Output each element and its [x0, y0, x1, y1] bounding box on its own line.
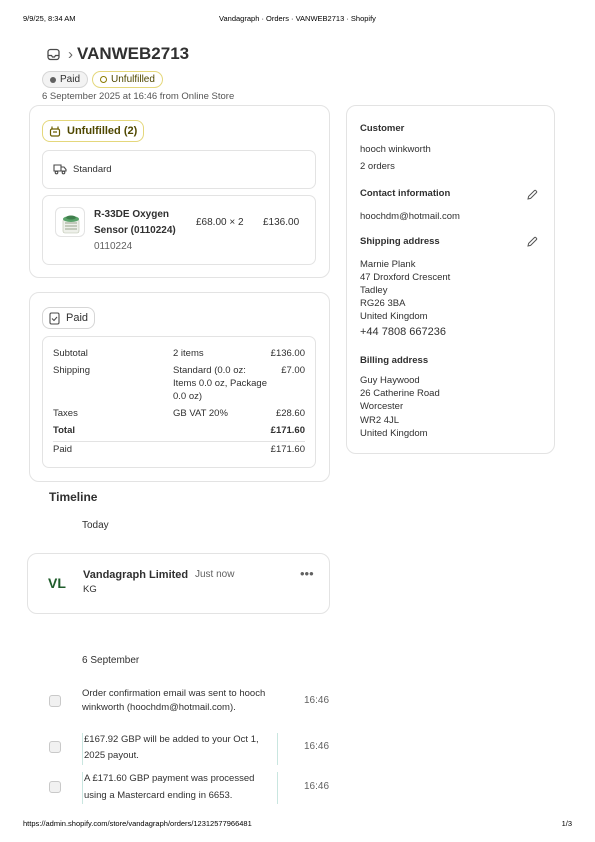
paid-badge-label: Paid: [60, 74, 81, 85]
customer-heading: Customer: [360, 123, 405, 134]
comment-avatar: VL: [48, 575, 66, 591]
comment-more-icon[interactable]: •••: [300, 566, 314, 581]
taxes-row: [53, 408, 305, 425]
paid-dot-icon: [50, 77, 56, 83]
order-title-bar: [47, 44, 189, 64]
unfulfilled-badge-label: Unfulfilled: [111, 74, 155, 85]
shipping-address-line: RG26 3BA: [360, 298, 406, 309]
shipping-address-line: 47 Droxford Crescent: [360, 272, 451, 283]
paid-row: [53, 442, 305, 459]
timeline-event-divider: [277, 772, 278, 804]
unfulfilled-badge: [92, 71, 163, 88]
paid-label: Paid: [53, 444, 73, 455]
shipping-method-label: Standard: [73, 164, 112, 175]
timeline-event-time: 16:46: [304, 741, 330, 752]
subtotal-label: Subtotal: [53, 348, 88, 359]
billing-address-heading: Billing address: [360, 355, 429, 366]
timeline-comment-card: [27, 553, 330, 614]
customer-email-link[interactable]: hoochdm@hotmail.com: [360, 211, 460, 222]
timeline-event-time: 16:46: [304, 781, 330, 792]
timeline-event-checkbox[interactable]: [49, 695, 61, 707]
order-subtitle: 6 September 2025 at 16:46 from Online Store: [42, 91, 235, 102]
print-page-number: 1/3: [561, 819, 572, 828]
timeline-date-label: 6 September: [82, 655, 140, 666]
timeline-title: Timeline: [49, 490, 98, 504]
billing-address-line: Guy Haywood: [360, 375, 420, 386]
edit-contact-pencil-icon[interactable]: [526, 189, 538, 201]
total-row: [53, 425, 305, 442]
timeline-event-checkbox[interactable]: [49, 741, 61, 753]
product-sku: 0110224: [94, 241, 133, 252]
shipping-label: Shipping: [53, 365, 90, 376]
paid-badge: [42, 71, 88, 88]
shipping-address-line: United Kingdom: [360, 311, 428, 322]
paid-status-button[interactable]: [42, 307, 95, 329]
print-url: https://admin.shopify.com/store/vandagraph/orders/12312577966481: [23, 819, 252, 828]
order-number: VANWEB2713: [77, 44, 190, 63]
subtotal-detail: 2 items: [173, 348, 204, 359]
shipping-address-line: Tadley: [360, 285, 388, 296]
unfulfilled-ring-icon: [100, 76, 107, 83]
customer-name-link[interactable]: hooch winkworth: [360, 144, 431, 155]
product-unit-price: £68.00 × 2: [196, 217, 244, 228]
unfulfilled-box-icon: [49, 125, 61, 137]
timeline-event-checkbox[interactable]: [49, 781, 61, 793]
shipping-address-heading: Shipping address: [360, 236, 440, 247]
product-thumbnail[interactable]: [55, 207, 85, 237]
paid-amount: £171.60: [270, 444, 305, 455]
edit-shipping-pencil-icon[interactable]: [526, 236, 538, 248]
subtotal-amount: £136.00: [270, 348, 305, 359]
unfulfilled-status-label: Unfulfilled (2): [67, 125, 138, 137]
timeline-event-text: winkworth (hoochdm@hotmail.com).: [82, 702, 236, 713]
taxes-amount: £28.60: [275, 408, 305, 419]
product-name-line1[interactable]: R-33DE Oxygen: [94, 209, 170, 220]
customer-orders-link[interactable]: 2 orders: [360, 161, 395, 172]
order-badges: [42, 71, 163, 88]
shipping-address-line: Marnie Plank: [360, 259, 416, 270]
timeline-event-divider: [277, 733, 278, 765]
print-page-title: Vandagraph · Orders · VANWEB2713 · Shopify: [219, 14, 376, 23]
product-name-line2[interactable]: Sensor (0110224): [94, 225, 176, 236]
billing-address-line: 26 Catherine Road: [360, 388, 440, 399]
subtotal-row: [53, 348, 305, 365]
timeline-event-divider: [82, 733, 83, 765]
truck-icon: [53, 163, 67, 175]
timeline-today-label: Today: [82, 520, 109, 531]
total-amount: £171.60: [270, 425, 305, 436]
timeline-event-text: 2025 payout.: [84, 750, 139, 761]
comment-text: KG: [83, 584, 97, 595]
taxes-label: Taxes: [53, 408, 78, 419]
total-label: Total: [53, 425, 75, 436]
timeline-event-text: using a Mastercard ending in 6653.: [84, 790, 233, 801]
contact-info-heading: Contact information: [360, 188, 451, 199]
comment-time: Just now: [195, 569, 235, 580]
comment-author: Vandagraph Limited: [83, 569, 189, 581]
paid-status-label: Paid: [66, 312, 89, 324]
print-datetime: 9/9/25, 8:34 AM: [23, 14, 76, 23]
taxes-detail: GB VAT 20%: [173, 408, 228, 419]
receipt-check-icon: [49, 312, 60, 325]
breadcrumb-chevron-icon: ›: [68, 45, 73, 63]
unfulfilled-status-button[interactable]: [42, 120, 144, 142]
orders-inbox-icon[interactable]: [47, 48, 60, 61]
billing-address-line: Worcester: [360, 401, 404, 412]
shipping-amount: £7.00: [281, 365, 305, 376]
timeline-event-divider: [82, 772, 83, 804]
shipping-detail: Standard (0.0 oz: Items 0.0 oz, Package 0.0 oz): [173, 365, 267, 402]
customer-phone[interactable]: +44 7808 667236: [360, 326, 446, 338]
billing-address-line: WR2 4JL: [360, 415, 400, 426]
product-line-total: £136.00: [263, 217, 300, 228]
shipping-row: [53, 365, 305, 408]
timeline-event-text: A £171.60 GBP payment was processed: [84, 773, 255, 784]
timeline-event-time: 16:46: [304, 695, 330, 706]
payment-summary-table: [53, 348, 305, 459]
billing-address-line: United Kingdom: [360, 428, 428, 439]
timeline-event-text: £167.92 GBP will be added to your Oct 1,: [84, 734, 259, 745]
timeline-event-text: Order confirmation email was sent to hooch: [82, 688, 266, 699]
